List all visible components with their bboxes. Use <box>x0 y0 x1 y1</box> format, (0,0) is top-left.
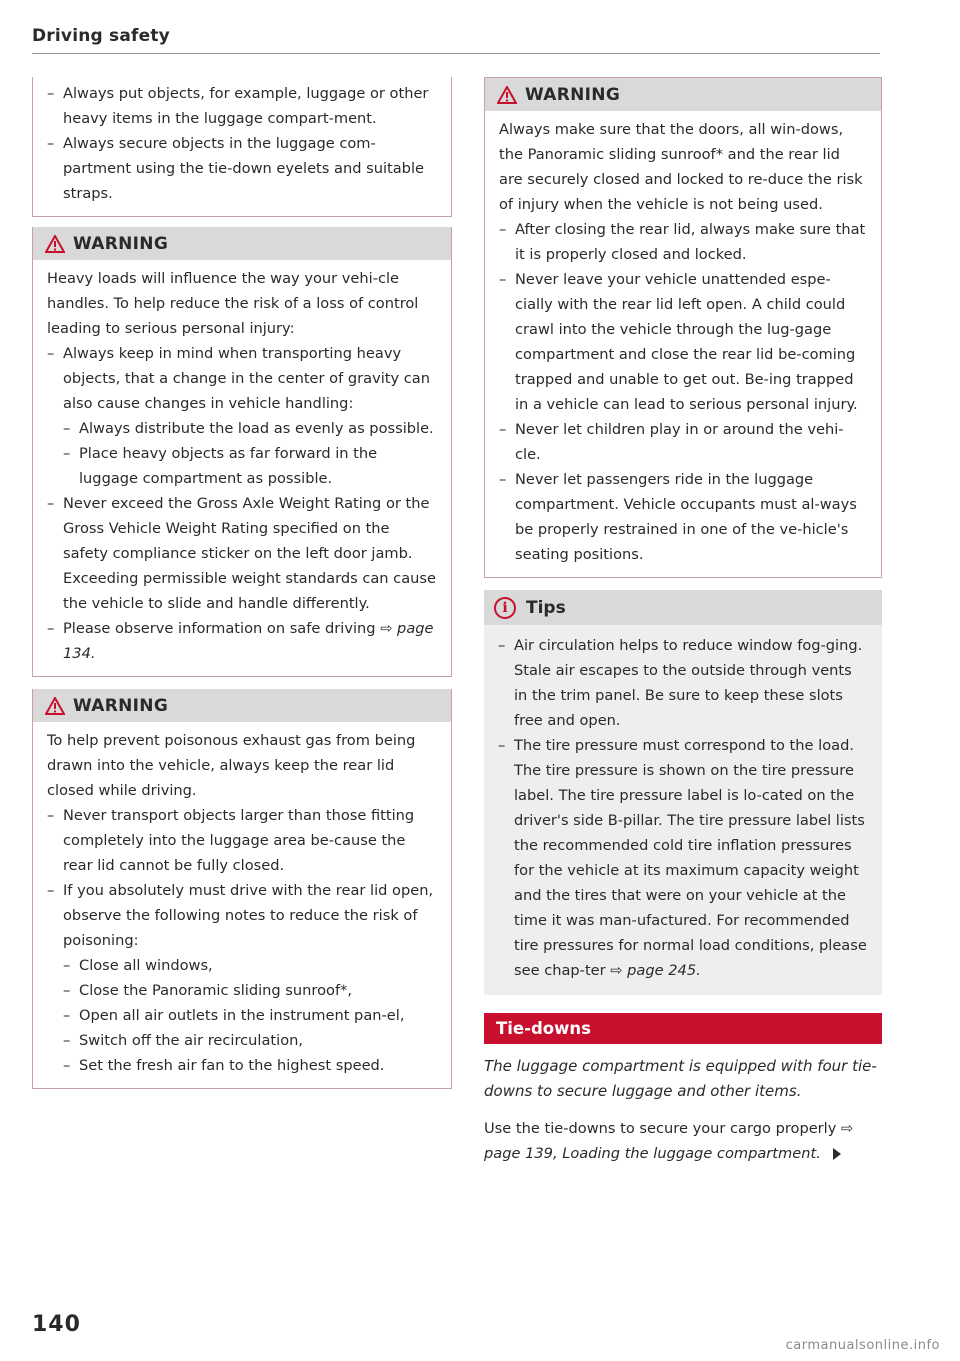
section-body-text: Use the tie-downs to secure your cargo properly <box>484 1120 837 1137</box>
list-item: – Never exceed the Gross Axle Weight Rating or the Gross Vehicle Weight Rating specified on the safety compliance sticker on the left door jamb. Exceeding permissible weight standards can cause the vehicle to slide and handle differently. <box>47 491 437 616</box>
list-item <box>47 616 437 666</box>
right-column <box>484 77 882 1166</box>
list-item <box>498 733 868 983</box>
warning-text: Always make sure that the doors, all win-dows, the Panoramic sliding sunroof* and the rear lid are securely closed and locked to re-duce the risk of injury when the vehicle is not being used. <box>499 121 863 213</box>
list-item: – After closing the rear lid, always make sure that it is properly closed and locked. <box>499 217 867 267</box>
section-heading: Tie-downs <box>484 1013 882 1044</box>
warning-text: To help prevent poisonous exhaust gas from being drawn into the vehicle, always keep the rear lid closed while driving. <box>47 732 416 799</box>
list-item: – Air circulation helps to reduce window fog-ging. Stale air escapes to the outside through vents in the trim panel. Be sure to keep these slots free and open. <box>498 633 868 733</box>
list-item: – Never transport objects larger than those fitting completely into the luggage area be-cause the rear lid cannot be fully closed. <box>47 803 437 878</box>
section-intro: The luggage compartment is equipped with four tie-downs to secure luggage and other items. <box>484 1057 877 1100</box>
section-body <box>484 1116 882 1166</box>
left-column <box>32 77 452 1089</box>
continue-arrow-icon <box>833 1148 841 1160</box>
list-item-text: The tire pressure must correspond to the load. The tire pressure is shown on the tire pressure label. The tire pressure label is lo-cated on the driver's side B-pillar. The tire pressure label lists the recommended cold tire inflation pressures for the vehicle at its maximum capacity weight and the tires that were on your vehicle at the time it was man-ufactured. For recommended tire pressures for normal load conditions, please see chap-ter <box>514 737 867 979</box>
page-number: 140 <box>32 1312 81 1337</box>
tips-header <box>484 590 882 625</box>
list-item <box>47 878 437 1078</box>
sub-list-item: – Set the fresh air fan to the highest speed. <box>63 1053 437 1078</box>
header-divider <box>32 53 880 54</box>
warning-list <box>47 341 437 666</box>
warning-text: Heavy loads will influence the way your vehi-cle handles. To help reduce the risk of a loss of control leading to serious personal injury: <box>47 270 419 337</box>
watermark: carmanualsonline.info <box>785 1338 940 1353</box>
warning-list <box>499 217 867 567</box>
page-reference-link[interactable]: ⇨ page 139, Loading the luggage compartment. <box>484 1120 854 1162</box>
warning-box-exhaust <box>32 689 452 1089</box>
warning-title: WARNING <box>73 696 169 716</box>
warning-list <box>47 803 437 1078</box>
list-item: – Never leave your vehicle unattended espe-cially with the rear lid left open. A child could crawl into the vehicle through the lug-gage compartment and close the rear lid be-coming trapped and unable to get out. Be-ing trapped in a vehicle can lead to serious personal injury. <box>499 267 867 417</box>
warning-header <box>33 227 451 260</box>
warning-triangle-icon <box>497 86 517 104</box>
warning-title: WARNING <box>525 85 621 105</box>
intro-list <box>47 81 437 206</box>
warning-box-doors <box>484 77 882 578</box>
tips-list <box>498 633 868 983</box>
list-item: – Never let passengers ride in the luggage compartment. Vehicle occupants must al-ways be properly restrained in one of the ve-hicle's seating positions. <box>499 467 867 567</box>
list-item <box>47 341 437 491</box>
list-item-text: Always keep in mind when transporting heavy objects, that a change in the center of gravity can also cause changes in vehicle handling: <box>63 345 430 412</box>
sub-list <box>63 416 437 491</box>
list-item: – Never let children play in or around the vehi-cle. <box>499 417 867 467</box>
sub-list-item: – Always distribute the load as evenly as possible. <box>63 416 437 441</box>
warning-header <box>485 78 881 111</box>
tips-title: Tips <box>526 598 566 618</box>
list-item: – Always put objects, for example, luggage or other heavy items in the luggage compart-ment. <box>47 81 437 131</box>
warning-header <box>33 689 451 722</box>
info-icon: i <box>494 597 516 619</box>
sub-list-item: – Open all air outlets in the instrument pan-el, <box>63 1003 437 1028</box>
list-item: – Always secure objects in the luggage com-partment using the tie-down eyelets and suitable straps. <box>47 131 437 206</box>
list-item-text: Please observe information on safe driving <box>63 620 376 637</box>
sub-list-item: – Switch off the air recirculation, <box>63 1028 437 1053</box>
warning-box-heavy-loads <box>32 227 452 677</box>
tips-box <box>484 590 882 995</box>
sub-list-item: – Place heavy objects as far forward in the luggage compartment as possible. <box>63 441 437 491</box>
list-item-text: If you absolutely must drive with the rear lid open, observe the following notes to reduce the risk of poisoning: <box>63 882 434 949</box>
page-reference-link[interactable]: ⇨ page 134. <box>63 620 434 662</box>
warning-triangle-icon <box>45 235 65 253</box>
page-reference-link[interactable]: ⇨ page 245. <box>610 962 701 979</box>
warning-triangle-icon <box>45 697 65 715</box>
sub-list-item: – Close the Panoramic sliding sunroof*, <box>63 978 437 1003</box>
warning-title: WARNING <box>73 234 169 254</box>
intro-list-box <box>32 77 452 217</box>
page-header-title: Driving safety <box>32 26 170 46</box>
sub-list-item: – Close all windows, <box>63 953 437 978</box>
sub-list <box>63 953 437 1078</box>
